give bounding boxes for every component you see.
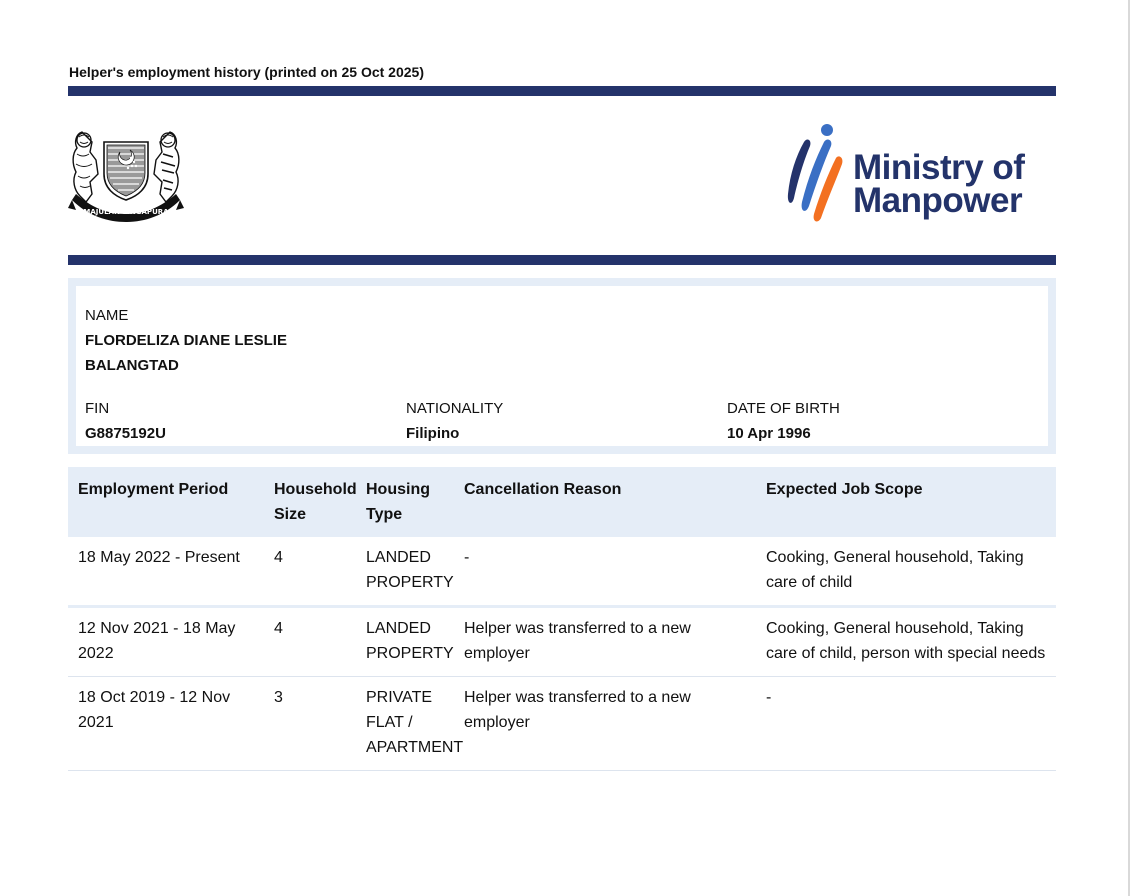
ministry-wordmark-line2: Manpower <box>853 181 1023 220</box>
ministry-wordmark-line1: Ministry of <box>853 148 1025 187</box>
cell-household-size: 3 <box>264 677 362 771</box>
cell-job-scope: Cooking, General household, Taking care of child <box>756 537 1056 607</box>
helper-info-panel <box>68 278 1056 454</box>
header-employment-period: Employment Period <box>68 467 264 537</box>
fin-label: FIN <box>85 400 110 417</box>
header-band-bottom <box>68 255 1056 265</box>
cell-employment-period: 12 Nov 2021 - 18 May 2022 <box>68 607 264 677</box>
table-header-row <box>68 467 1056 537</box>
cell-job-scope: Cooking, General household, Taking care of child, person with special needs <box>756 607 1056 677</box>
header-band-top <box>68 86 1056 96</box>
cell-cancellation-reason: - <box>460 537 756 607</box>
cell-housing-type: PRIVATE FLAT / APARTMENT <box>362 677 460 771</box>
name-value-line2: BALANGTAD <box>85 357 179 374</box>
cell-cancellation-reason: Helper was transferred to a new employer <box>460 607 756 677</box>
header-expected-job-scope: Expected Job Scope <box>756 467 1056 537</box>
nationality-label: NATIONALITY <box>406 400 504 417</box>
table-row <box>68 607 1056 677</box>
cell-employment-period: 18 Oct 2019 - 12 Nov 2021 <box>68 677 264 771</box>
header-housing-type: Housing Type <box>362 467 460 537</box>
helper-info-card <box>76 286 1048 446</box>
cell-housing-type: LANDED PROPERTY <box>362 537 460 607</box>
cell-job-scope: - <box>756 677 1056 771</box>
cell-household-size: 4 <box>264 537 362 607</box>
ministry-of-manpower-wordmark <box>853 148 1025 220</box>
table-row <box>68 677 1056 771</box>
cell-employment-period: 18 May 2022 - Present <box>68 537 264 607</box>
employment-history-table <box>68 467 1056 771</box>
name-value-line1: FLORDELIZA DIANE LESLIE <box>85 332 287 349</box>
cell-housing-type: LANDED PROPERTY <box>362 607 460 677</box>
cell-household-size: 4 <box>264 607 362 677</box>
header-household-size: Household Size <box>264 467 362 537</box>
document-title: Helper's employment history (printed on 25 Oct 2025) <box>69 64 424 80</box>
cell-cancellation-reason: Helper was transferred to a new employer <box>460 677 756 771</box>
dob-label: DATE OF BIRTH <box>727 400 840 417</box>
name-label: NAME <box>85 307 129 324</box>
table-row <box>68 537 1056 607</box>
header-cancellation-reason: Cancellation Reason <box>460 467 756 537</box>
singapore-crest-icon <box>68 124 184 226</box>
fin-value: G8875192U <box>85 425 166 442</box>
nationality-value: Filipino <box>406 425 460 442</box>
dob-value: 10 Apr 1996 <box>727 425 811 442</box>
crest-motto: MAJULAH SINGAPURA <box>83 208 169 216</box>
